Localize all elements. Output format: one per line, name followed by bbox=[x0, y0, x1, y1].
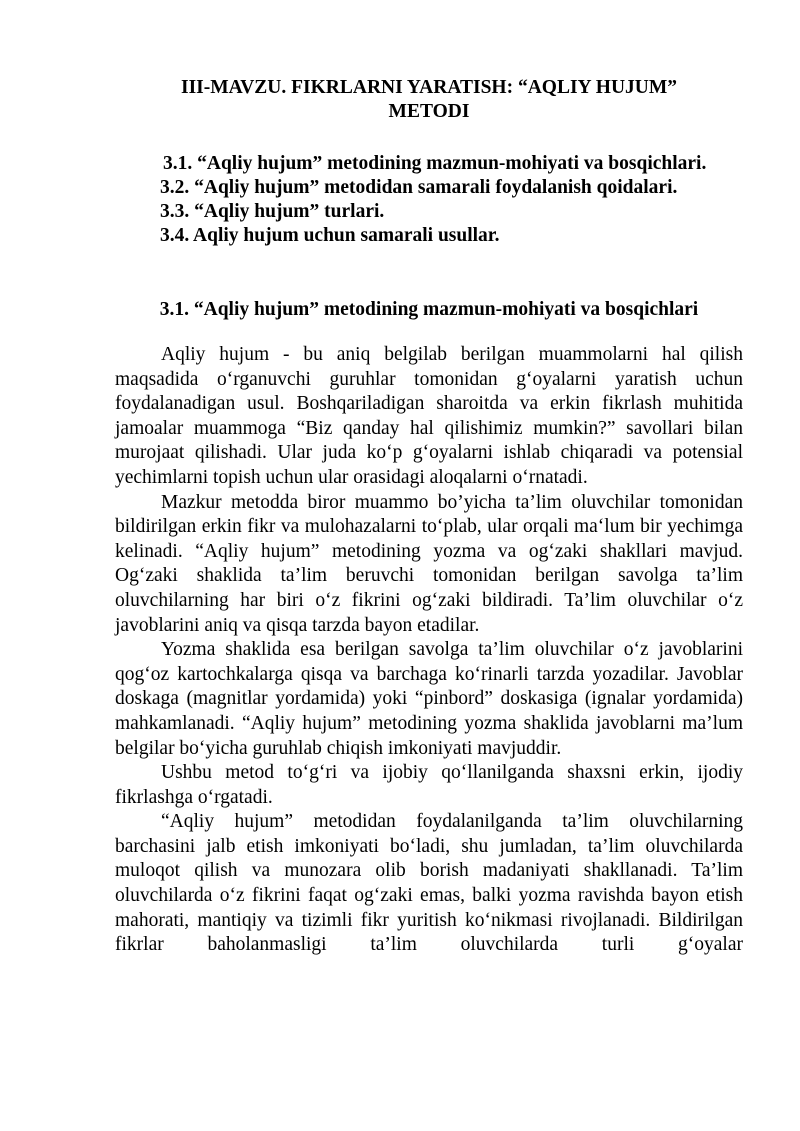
page-title-line-1: III-MAVZU. FIKRLARNI YARATISH: “AQLIY HUJUM” bbox=[180, 77, 678, 98]
paragraph: Ushbu metod toʻgʻri va ijobiy qoʻllanilganda shaxsni erkin, ijodiy fikrlashga oʻrgatadi. bbox=[115, 762, 743, 808]
body-text bbox=[115, 343, 743, 958]
toc-item-3-2: 3.2. “Aqliy hujum” metodidan samarali foydalanish qoidalari. bbox=[160, 177, 678, 198]
paragraph: Yozma shaklida esa berilgan savolga ta’lim oluvchilar oʻz javoblarini qogʻoz kartochkalarga qisqa va barchaga koʻrinarli tarzda yozadilar. Javoblar doskaga (magnitlar yordamida) yoki “pinbord” doskasiga (ignalar yordamida) mahkamlanadi. “Aqliy hujum” metodining yozma shaklida javoblarni ma’lum belgilar boʻyicha guruhlab chiqish imkoniyati mavjuddir. bbox=[115, 639, 743, 759]
paragraph: Aqliy hujum - bu aniq belgilab berilgan muammolarni hal qilish maqsadida oʻrganuvchi guruhlar tomonidan gʻoyalarni yaratish uchun foydalanadigan usul. Boshqariladigan sharoitda va erkin fikrlash muhitida jamoalar muammoga “Biz qanday hal qilishimiz mumkin?” savollari bilan murojaat qilishadi. Ular juda koʻp gʻoyalarni ishlab chiqaradi va potensial yechimlarni topish uchun ular orasidagi aloqalarni oʻrnatadi. bbox=[115, 344, 743, 488]
toc-item-3-4: 3.4. Aqliy hujum uchun samarali usullar. bbox=[160, 225, 500, 246]
paragraph: Mazkur metodda biror muammo bo’yicha ta’lim oluvchilar tomonidan bildirilgan erkin fikr va mulohazalarni toʻplab, ular orqali maʻlum bir yechimga kelinadi. “Aqliy hujum” metodining yozma va ogʻzaki shakllari mavjud. Ogʻzaki shaklida ta’lim beruvchi tomonidan berilgan savolga ta’lim oluvchilarning har biri oʻz fikrini ogʻzaki bildiradi. Ta’lim oluvchilar oʻz javoblarini aniq va qisqa tarzda bayon etadilar. bbox=[115, 491, 743, 636]
section-heading: 3.1. “Aqliy hujum” metodining mazmun-mohiyati va bosqichlari bbox=[159, 299, 699, 320]
page-title-line-2: METODI bbox=[388, 101, 470, 122]
toc-item-3-3: 3.3. “Aqliy hujum” turlari. bbox=[160, 201, 385, 222]
table-of-contents bbox=[115, 152, 743, 248]
paragraph: “Aqliy hujum” metodidan foydalanilganda ta’lim oluvchilarning barchasini jalb etish imkoniyati boʻladi, shu jumladan, ta’lim oluvchilarda muloqot qilish va munozara olib borish madaniyati shakllanadi. Ta’lim oluvchilarda oʻz fikrini faqat ogʻzaki emas, balki yozma ravishda bayon etish mahorati, mantiqiy va tizimli fikr yuritish koʻnikmasi rivojlanadi. Bildirilgan fikrlar baholanmasligi ta’lim oluvchilarda turli gʻoyalar bbox=[115, 811, 743, 956]
toc-item-3-1: 3.1. “Aqliy hujum” metodining mazmun-mohiyati va bosqichlari. bbox=[163, 153, 707, 174]
page-title bbox=[115, 76, 743, 124]
